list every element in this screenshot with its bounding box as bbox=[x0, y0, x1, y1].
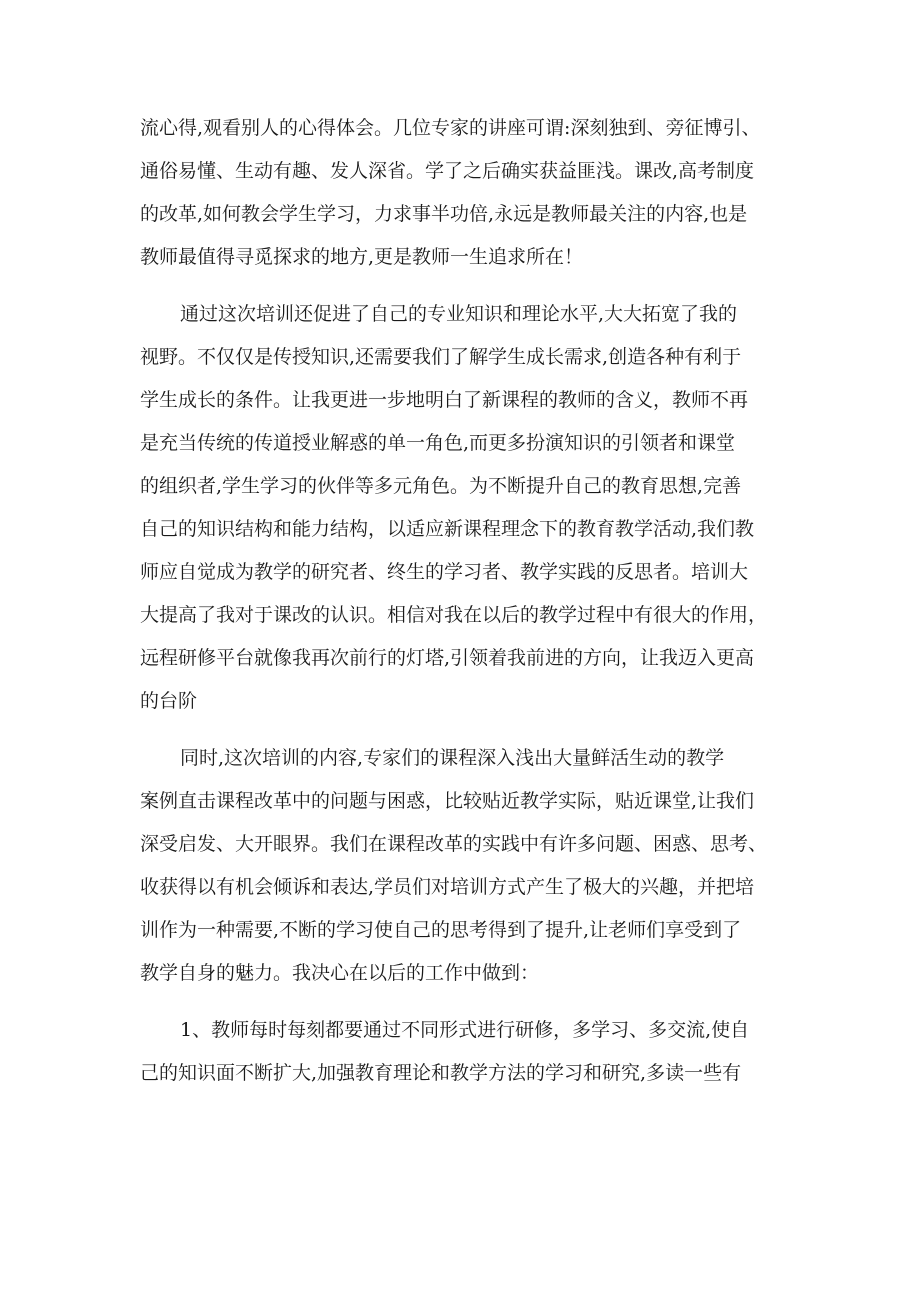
text-line: 学生成长的条件。让我更进一步地明白了新课程的教师的含义，教师不再 bbox=[140, 389, 749, 411]
text-line: 自己的知识结构和能力结构，以适应新课程理念下的教育教学活动,我们教 bbox=[140, 518, 755, 540]
text-line: 远程研修平台就像我再次前行的灯塔,引领着我前进的方向，让我迈入更高 bbox=[140, 647, 755, 669]
text-line: 是充当传统的传道授业解惑的单一角色,而更多扮演知识的引领者和课堂 bbox=[140, 432, 736, 454]
text-line: 教师最值得寻觅探求的地方,更是教师一生追求所在！ bbox=[140, 246, 584, 268]
text-line: 的改革,如何教会学生学习，力求事半功倍,永远是教师最关注的内容,也是 bbox=[140, 203, 748, 225]
text-line: 同时,这次培训的内容,专家们的课程深入浅出大量鲜活生动的教学 bbox=[180, 747, 725, 769]
text-line: 视野。不仅仅是传授知识,还需要我们了解学生成长需求,创造各种有利于 bbox=[140, 346, 742, 368]
text-line: 训作为一种需要,不断的学习使自己的思考得到了提升,让老师们享受到了 bbox=[140, 919, 742, 941]
text-line: 的组织者,学生学习的伙伴等多元角色。为不断提升自己的教育思想,完善 bbox=[140, 475, 742, 497]
paragraph-4 bbox=[140, 1009, 790, 1095]
text-line: 通俗易懂、生动有趣、发人深省。学了之后确实获益匪浅。课改,高考制度 bbox=[140, 160, 755, 182]
document-body bbox=[140, 107, 790, 1109]
paragraph-3 bbox=[140, 737, 790, 995]
text-line: 的台阶 bbox=[140, 690, 198, 712]
text-line: 深受启发、大开眼界。我们在课程改革的实践中有许多问题、困惑、思考、 bbox=[140, 833, 768, 855]
text-line: 大提高了我对于课改的认识。相信对我在以后的教学过程中有很大的作用， bbox=[140, 604, 768, 626]
paragraph-1 bbox=[140, 107, 790, 279]
text-line: 案例直击课程改革中的问题与困惑，比较贴近教学实际，贴近课堂,让我们 bbox=[140, 790, 755, 812]
text-line: 教学自身的魅力。我决心在以后的工作中做到： bbox=[140, 962, 540, 984]
text-line: 1、教师每时每刻都要通过不同形式进行研修，多学习、多交流,使自 bbox=[180, 1019, 750, 1041]
text-line: 通过这次培训还促进了自己的专业知识和理论水平,大大拓宽了我的 bbox=[180, 303, 738, 325]
paragraph-2 bbox=[140, 293, 790, 723]
text-line: 收获得以有机会倾诉和表达,学员们对培训方式产生了极大的兴趣，并把培 bbox=[140, 876, 755, 898]
text-line: 己的知识面不断扩大,加强教育理论和教学方法的学习和研究,多读一些有 bbox=[140, 1062, 742, 1084]
text-line: 流心得,观看别人的心得体会。几位专家的讲座可谓:深刻独到、旁征博引、 bbox=[140, 117, 761, 139]
text-line: 师应自觉成为教学的研究者、终生的学习者、教学实践的反思者。培训大 bbox=[140, 561, 749, 583]
